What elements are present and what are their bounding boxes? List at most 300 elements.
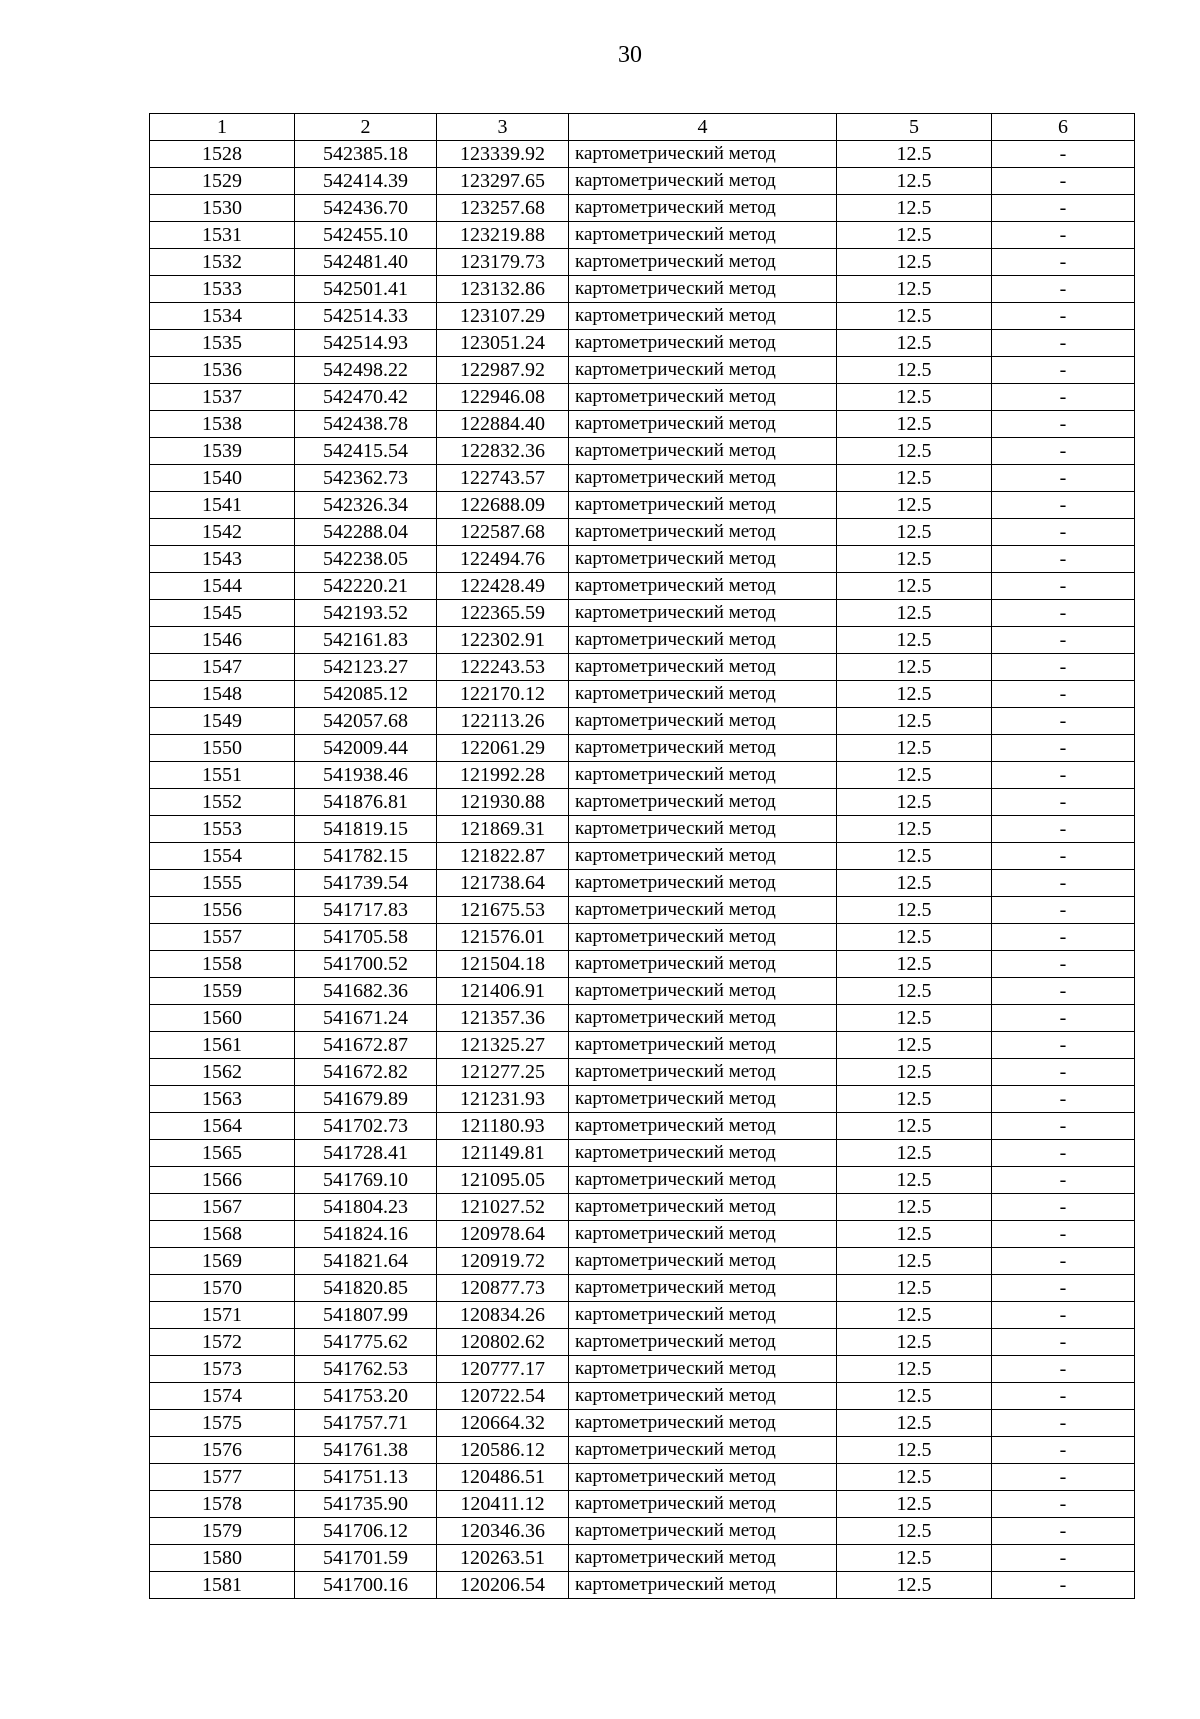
x-coordinate-cell: 542514.93 xyxy=(295,330,437,357)
table-row xyxy=(150,870,1135,897)
method-cell: картометрический метод xyxy=(569,1329,837,1356)
x-coordinate-cell: 542385.18 xyxy=(295,141,437,168)
accuracy-cell: 12.5 xyxy=(837,1140,992,1167)
y-coordinate-cell: 121357.36 xyxy=(437,1005,569,1032)
y-coordinate-cell: 120919.72 xyxy=(437,1248,569,1275)
method-cell: картометрический метод xyxy=(569,816,837,843)
accuracy-cell: 12.5 xyxy=(837,249,992,276)
point-number-cell: 1572 xyxy=(150,1329,295,1356)
note-cell: - xyxy=(992,789,1135,816)
note-cell: - xyxy=(992,573,1135,600)
method-cell: картометрический метод xyxy=(569,222,837,249)
y-coordinate-cell: 120346.36 xyxy=(437,1518,569,1545)
x-coordinate-cell: 542414.39 xyxy=(295,168,437,195)
note-cell: - xyxy=(992,681,1135,708)
y-coordinate-cell: 120263.51 xyxy=(437,1545,569,1572)
table-row xyxy=(150,735,1135,762)
x-coordinate-cell: 541672.82 xyxy=(295,1059,437,1086)
x-coordinate-cell: 541735.90 xyxy=(295,1491,437,1518)
x-coordinate-cell: 541705.58 xyxy=(295,924,437,951)
table-row xyxy=(150,1383,1135,1410)
x-coordinate-cell: 542193.52 xyxy=(295,600,437,627)
point-number-cell: 1547 xyxy=(150,654,295,681)
y-coordinate-cell: 121406.91 xyxy=(437,978,569,1005)
y-coordinate-cell: 121027.52 xyxy=(437,1194,569,1221)
y-coordinate-cell: 122243.53 xyxy=(437,654,569,681)
x-coordinate-cell: 541751.13 xyxy=(295,1464,437,1491)
method-cell: картометрический метод xyxy=(569,195,837,222)
point-number-cell: 1551 xyxy=(150,762,295,789)
column-header: 6 xyxy=(992,114,1135,141)
accuracy-cell: 12.5 xyxy=(837,384,992,411)
accuracy-cell: 12.5 xyxy=(837,357,992,384)
point-number-cell: 1566 xyxy=(150,1167,295,1194)
point-number-cell: 1567 xyxy=(150,1194,295,1221)
method-cell: картометрический метод xyxy=(569,438,837,465)
note-cell: - xyxy=(992,1140,1135,1167)
y-coordinate-cell: 120411.12 xyxy=(437,1491,569,1518)
accuracy-cell: 12.5 xyxy=(837,627,992,654)
x-coordinate-cell: 541753.20 xyxy=(295,1383,437,1410)
method-cell: картометрический метод xyxy=(569,627,837,654)
y-coordinate-cell: 123132.86 xyxy=(437,276,569,303)
y-coordinate-cell: 122061.29 xyxy=(437,735,569,762)
note-cell: - xyxy=(992,438,1135,465)
method-cell: картометрический метод xyxy=(569,1572,837,1599)
point-number-cell: 1580 xyxy=(150,1545,295,1572)
table-row xyxy=(150,1248,1135,1275)
note-cell: - xyxy=(992,303,1135,330)
x-coordinate-cell: 542438.78 xyxy=(295,411,437,438)
point-number-cell: 1565 xyxy=(150,1140,295,1167)
note-cell: - xyxy=(992,870,1135,897)
point-number-cell: 1559 xyxy=(150,978,295,1005)
accuracy-cell: 12.5 xyxy=(837,141,992,168)
table-row xyxy=(150,1275,1135,1302)
x-coordinate-cell: 541717.83 xyxy=(295,897,437,924)
accuracy-cell: 12.5 xyxy=(837,1113,992,1140)
point-number-cell: 1550 xyxy=(150,735,295,762)
x-coordinate-cell: 542057.68 xyxy=(295,708,437,735)
table-row xyxy=(150,384,1135,411)
table-row xyxy=(150,762,1135,789)
point-number-cell: 1548 xyxy=(150,681,295,708)
point-number-cell: 1528 xyxy=(150,141,295,168)
note-cell: - xyxy=(992,843,1135,870)
note-cell: - xyxy=(992,1491,1135,1518)
method-cell: картометрический метод xyxy=(569,600,837,627)
method-cell: картометрический метод xyxy=(569,1086,837,1113)
method-cell: картометрический метод xyxy=(569,1221,837,1248)
note-cell: - xyxy=(992,1005,1135,1032)
note-cell: - xyxy=(992,249,1135,276)
table-row xyxy=(150,1302,1135,1329)
table-row xyxy=(150,1086,1135,1113)
method-cell: картометрический метод xyxy=(569,1248,837,1275)
table-row xyxy=(150,1572,1135,1599)
accuracy-cell: 12.5 xyxy=(837,762,992,789)
table-row xyxy=(150,465,1135,492)
y-coordinate-cell: 123257.68 xyxy=(437,195,569,222)
y-coordinate-cell: 120877.73 xyxy=(437,1275,569,1302)
method-cell: картометрический метод xyxy=(569,249,837,276)
method-cell: картометрический метод xyxy=(569,843,837,870)
method-cell: картометрический метод xyxy=(569,1464,837,1491)
point-number-cell: 1532 xyxy=(150,249,295,276)
table-row xyxy=(150,1167,1135,1194)
table-row xyxy=(150,546,1135,573)
point-number-cell: 1560 xyxy=(150,1005,295,1032)
y-coordinate-cell: 122113.26 xyxy=(437,708,569,735)
point-number-cell: 1529 xyxy=(150,168,295,195)
y-coordinate-cell: 121869.31 xyxy=(437,816,569,843)
table-row xyxy=(150,357,1135,384)
table-row xyxy=(150,519,1135,546)
x-coordinate-cell: 542238.05 xyxy=(295,546,437,573)
y-coordinate-cell: 120664.32 xyxy=(437,1410,569,1437)
note-cell: - xyxy=(992,1221,1135,1248)
table-row xyxy=(150,843,1135,870)
x-coordinate-cell: 542288.04 xyxy=(295,519,437,546)
page-number: 30 xyxy=(618,42,642,68)
point-number-cell: 1563 xyxy=(150,1086,295,1113)
point-number-cell: 1581 xyxy=(150,1572,295,1599)
method-cell: картометрический метод xyxy=(569,1545,837,1572)
accuracy-cell: 12.5 xyxy=(837,870,992,897)
table-row xyxy=(150,1329,1135,1356)
column-header: 2 xyxy=(295,114,437,141)
x-coordinate-cell: 541876.81 xyxy=(295,789,437,816)
x-coordinate-cell: 542501.41 xyxy=(295,276,437,303)
note-cell: - xyxy=(992,357,1135,384)
y-coordinate-cell: 122428.49 xyxy=(437,573,569,600)
accuracy-cell: 12.5 xyxy=(837,654,992,681)
note-cell: - xyxy=(992,168,1135,195)
x-coordinate-cell: 541821.64 xyxy=(295,1248,437,1275)
x-coordinate-cell: 542161.83 xyxy=(295,627,437,654)
y-coordinate-cell: 122987.92 xyxy=(437,357,569,384)
accuracy-cell: 12.5 xyxy=(837,546,992,573)
accuracy-cell: 12.5 xyxy=(837,897,992,924)
y-coordinate-cell: 120586.12 xyxy=(437,1437,569,1464)
note-cell: - xyxy=(992,1248,1135,1275)
y-coordinate-cell: 123339.92 xyxy=(437,141,569,168)
note-cell: - xyxy=(992,141,1135,168)
note-cell: - xyxy=(992,276,1135,303)
y-coordinate-cell: 121822.87 xyxy=(437,843,569,870)
method-cell: картометрический метод xyxy=(569,1140,837,1167)
y-coordinate-cell: 121992.28 xyxy=(437,762,569,789)
y-coordinate-cell: 122743.57 xyxy=(437,465,569,492)
coordinates-table xyxy=(149,113,1135,1599)
x-coordinate-cell: 542514.33 xyxy=(295,303,437,330)
point-number-cell: 1555 xyxy=(150,870,295,897)
note-cell: - xyxy=(992,951,1135,978)
y-coordinate-cell: 122365.59 xyxy=(437,600,569,627)
method-cell: картометрический метод xyxy=(569,411,837,438)
y-coordinate-cell: 121675.53 xyxy=(437,897,569,924)
note-cell: - xyxy=(992,897,1135,924)
method-cell: картометрический метод xyxy=(569,681,837,708)
y-coordinate-cell: 120206.54 xyxy=(437,1572,569,1599)
table-row xyxy=(150,1410,1135,1437)
table-row xyxy=(150,222,1135,249)
column-header: 1 xyxy=(150,114,295,141)
accuracy-cell: 12.5 xyxy=(837,1086,992,1113)
x-coordinate-cell: 541706.12 xyxy=(295,1518,437,1545)
y-coordinate-cell: 120486.51 xyxy=(437,1464,569,1491)
table-row xyxy=(150,1356,1135,1383)
point-number-cell: 1575 xyxy=(150,1410,295,1437)
point-number-cell: 1571 xyxy=(150,1302,295,1329)
y-coordinate-cell: 121149.81 xyxy=(437,1140,569,1167)
accuracy-cell: 12.5 xyxy=(837,600,992,627)
accuracy-cell: 12.5 xyxy=(837,1410,992,1437)
accuracy-cell: 12.5 xyxy=(837,465,992,492)
method-cell: картометрический метод xyxy=(569,735,837,762)
x-coordinate-cell: 541761.38 xyxy=(295,1437,437,1464)
accuracy-cell: 12.5 xyxy=(837,411,992,438)
table-row xyxy=(150,1194,1135,1221)
note-cell: - xyxy=(992,816,1135,843)
point-number-cell: 1533 xyxy=(150,276,295,303)
accuracy-cell: 12.5 xyxy=(837,1572,992,1599)
x-coordinate-cell: 542220.21 xyxy=(295,573,437,600)
x-coordinate-cell: 541701.59 xyxy=(295,1545,437,1572)
x-coordinate-cell: 542009.44 xyxy=(295,735,437,762)
note-cell: - xyxy=(992,708,1135,735)
method-cell: картометрический метод xyxy=(569,789,837,816)
x-coordinate-cell: 542470.42 xyxy=(295,384,437,411)
y-coordinate-cell: 122884.40 xyxy=(437,411,569,438)
accuracy-cell: 12.5 xyxy=(837,1329,992,1356)
table-row xyxy=(150,195,1135,222)
accuracy-cell: 12.5 xyxy=(837,222,992,249)
method-cell: картометрический метод xyxy=(569,951,837,978)
note-cell: - xyxy=(992,1545,1135,1572)
point-number-cell: 1534 xyxy=(150,303,295,330)
accuracy-cell: 12.5 xyxy=(837,978,992,1005)
y-coordinate-cell: 123107.29 xyxy=(437,303,569,330)
accuracy-cell: 12.5 xyxy=(837,924,992,951)
accuracy-cell: 12.5 xyxy=(837,1032,992,1059)
method-cell: картометрический метод xyxy=(569,303,837,330)
table-row xyxy=(150,411,1135,438)
x-coordinate-cell: 541672.87 xyxy=(295,1032,437,1059)
note-cell: - xyxy=(992,735,1135,762)
point-number-cell: 1577 xyxy=(150,1464,295,1491)
method-cell: картометрический метод xyxy=(569,654,837,681)
method-cell: картометрический метод xyxy=(569,1275,837,1302)
accuracy-cell: 12.5 xyxy=(837,1383,992,1410)
table-row xyxy=(150,168,1135,195)
table-row xyxy=(150,330,1135,357)
y-coordinate-cell: 120802.62 xyxy=(437,1329,569,1356)
point-number-cell: 1569 xyxy=(150,1248,295,1275)
note-cell: - xyxy=(992,1113,1135,1140)
table-row xyxy=(150,1518,1135,1545)
table-row xyxy=(150,978,1135,1005)
point-number-cell: 1574 xyxy=(150,1383,295,1410)
table-row xyxy=(150,951,1135,978)
note-cell: - xyxy=(992,627,1135,654)
note-cell: - xyxy=(992,519,1135,546)
note-cell: - xyxy=(992,1167,1135,1194)
accuracy-cell: 12.5 xyxy=(837,330,992,357)
table-body xyxy=(150,141,1135,1599)
table-row xyxy=(150,897,1135,924)
method-cell: картометрический метод xyxy=(569,708,837,735)
note-cell: - xyxy=(992,1383,1135,1410)
y-coordinate-cell: 123051.24 xyxy=(437,330,569,357)
point-number-cell: 1557 xyxy=(150,924,295,951)
x-coordinate-cell: 541782.15 xyxy=(295,843,437,870)
point-number-cell: 1562 xyxy=(150,1059,295,1086)
point-number-cell: 1579 xyxy=(150,1518,295,1545)
x-coordinate-cell: 541679.89 xyxy=(295,1086,437,1113)
note-cell: - xyxy=(992,1572,1135,1599)
method-cell: картометрический метод xyxy=(569,1059,837,1086)
y-coordinate-cell: 121738.64 xyxy=(437,870,569,897)
y-coordinate-cell: 122170.12 xyxy=(437,681,569,708)
accuracy-cell: 12.5 xyxy=(837,1275,992,1302)
point-number-cell: 1543 xyxy=(150,546,295,573)
table-row xyxy=(150,1140,1135,1167)
point-number-cell: 1573 xyxy=(150,1356,295,1383)
method-cell: картометрический метод xyxy=(569,141,837,168)
y-coordinate-cell: 120978.64 xyxy=(437,1221,569,1248)
coordinates-table-container xyxy=(149,113,1135,1599)
method-cell: картометрический метод xyxy=(569,1005,837,1032)
point-number-cell: 1536 xyxy=(150,357,295,384)
table-row xyxy=(150,1221,1135,1248)
y-coordinate-cell: 120722.54 xyxy=(437,1383,569,1410)
x-coordinate-cell: 541762.53 xyxy=(295,1356,437,1383)
y-coordinate-cell: 121576.01 xyxy=(437,924,569,951)
table-row xyxy=(150,1491,1135,1518)
point-number-cell: 1568 xyxy=(150,1221,295,1248)
y-coordinate-cell: 123179.73 xyxy=(437,249,569,276)
table-row xyxy=(150,1545,1135,1572)
x-coordinate-cell: 541804.23 xyxy=(295,1194,437,1221)
note-cell: - xyxy=(992,1410,1135,1437)
accuracy-cell: 12.5 xyxy=(837,816,992,843)
table-row xyxy=(150,681,1135,708)
note-cell: - xyxy=(992,1356,1135,1383)
y-coordinate-cell: 123219.88 xyxy=(437,222,569,249)
method-cell: картометрический метод xyxy=(569,1383,837,1410)
x-coordinate-cell: 541824.16 xyxy=(295,1221,437,1248)
method-cell: картометрический метод xyxy=(569,330,837,357)
x-coordinate-cell: 541700.52 xyxy=(295,951,437,978)
x-coordinate-cell: 541807.99 xyxy=(295,1302,437,1329)
table-row xyxy=(150,1005,1135,1032)
x-coordinate-cell: 542415.54 xyxy=(295,438,437,465)
y-coordinate-cell: 121277.25 xyxy=(437,1059,569,1086)
x-coordinate-cell: 542326.34 xyxy=(295,492,437,519)
y-coordinate-cell: 121325.27 xyxy=(437,1032,569,1059)
method-cell: картометрический метод xyxy=(569,357,837,384)
y-coordinate-cell: 122946.08 xyxy=(437,384,569,411)
note-cell: - xyxy=(992,654,1135,681)
method-cell: картометрический метод xyxy=(569,897,837,924)
accuracy-cell: 12.5 xyxy=(837,1167,992,1194)
table-row xyxy=(150,1113,1135,1140)
accuracy-cell: 12.5 xyxy=(837,1221,992,1248)
table-row xyxy=(150,249,1135,276)
accuracy-cell: 12.5 xyxy=(837,1059,992,1086)
x-coordinate-cell: 541820.85 xyxy=(295,1275,437,1302)
note-cell: - xyxy=(992,1275,1135,1302)
y-coordinate-cell: 121180.93 xyxy=(437,1113,569,1140)
method-cell: картометрический метод xyxy=(569,276,837,303)
y-coordinate-cell: 122688.09 xyxy=(437,492,569,519)
x-coordinate-cell: 542498.22 xyxy=(295,357,437,384)
method-cell: картометрический метод xyxy=(569,1113,837,1140)
point-number-cell: 1570 xyxy=(150,1275,295,1302)
note-cell: - xyxy=(992,600,1135,627)
table-row xyxy=(150,438,1135,465)
point-number-cell: 1545 xyxy=(150,600,295,627)
point-number-cell: 1554 xyxy=(150,843,295,870)
note-cell: - xyxy=(992,1086,1135,1113)
method-cell: картометрический метод xyxy=(569,762,837,789)
note-cell: - xyxy=(992,546,1135,573)
table-row xyxy=(150,573,1135,600)
point-number-cell: 1576 xyxy=(150,1437,295,1464)
x-coordinate-cell: 541769.10 xyxy=(295,1167,437,1194)
table-row xyxy=(150,654,1135,681)
accuracy-cell: 12.5 xyxy=(837,519,992,546)
method-cell: картометрический метод xyxy=(569,492,837,519)
accuracy-cell: 12.5 xyxy=(837,951,992,978)
y-coordinate-cell: 121504.18 xyxy=(437,951,569,978)
method-cell: картометрический метод xyxy=(569,1356,837,1383)
accuracy-cell: 12.5 xyxy=(837,438,992,465)
y-coordinate-cell: 120777.17 xyxy=(437,1356,569,1383)
method-cell: картометрический метод xyxy=(569,519,837,546)
column-header: 5 xyxy=(837,114,992,141)
x-coordinate-cell: 541938.46 xyxy=(295,762,437,789)
x-coordinate-cell: 542436.70 xyxy=(295,195,437,222)
y-coordinate-cell: 122587.68 xyxy=(437,519,569,546)
method-cell: картометрический метод xyxy=(569,924,837,951)
accuracy-cell: 12.5 xyxy=(837,1302,992,1329)
point-number-cell: 1538 xyxy=(150,411,295,438)
point-number-cell: 1542 xyxy=(150,519,295,546)
table-row xyxy=(150,627,1135,654)
y-coordinate-cell: 122494.76 xyxy=(437,546,569,573)
accuracy-cell: 12.5 xyxy=(837,573,992,600)
accuracy-cell: 12.5 xyxy=(837,276,992,303)
point-number-cell: 1539 xyxy=(150,438,295,465)
point-number-cell: 1556 xyxy=(150,897,295,924)
table-row xyxy=(150,1437,1135,1464)
table-row xyxy=(150,1032,1135,1059)
method-cell: картометрический метод xyxy=(569,870,837,897)
note-cell: - xyxy=(992,1329,1135,1356)
accuracy-cell: 12.5 xyxy=(837,1491,992,1518)
table-row xyxy=(150,1464,1135,1491)
method-cell: картометрический метод xyxy=(569,1167,837,1194)
point-number-cell: 1546 xyxy=(150,627,295,654)
note-cell: - xyxy=(992,978,1135,1005)
accuracy-cell: 12.5 xyxy=(837,735,992,762)
method-cell: картометрический метод xyxy=(569,1410,837,1437)
note-cell: - xyxy=(992,411,1135,438)
method-cell: картометрический метод xyxy=(569,546,837,573)
x-coordinate-cell: 542123.27 xyxy=(295,654,437,681)
